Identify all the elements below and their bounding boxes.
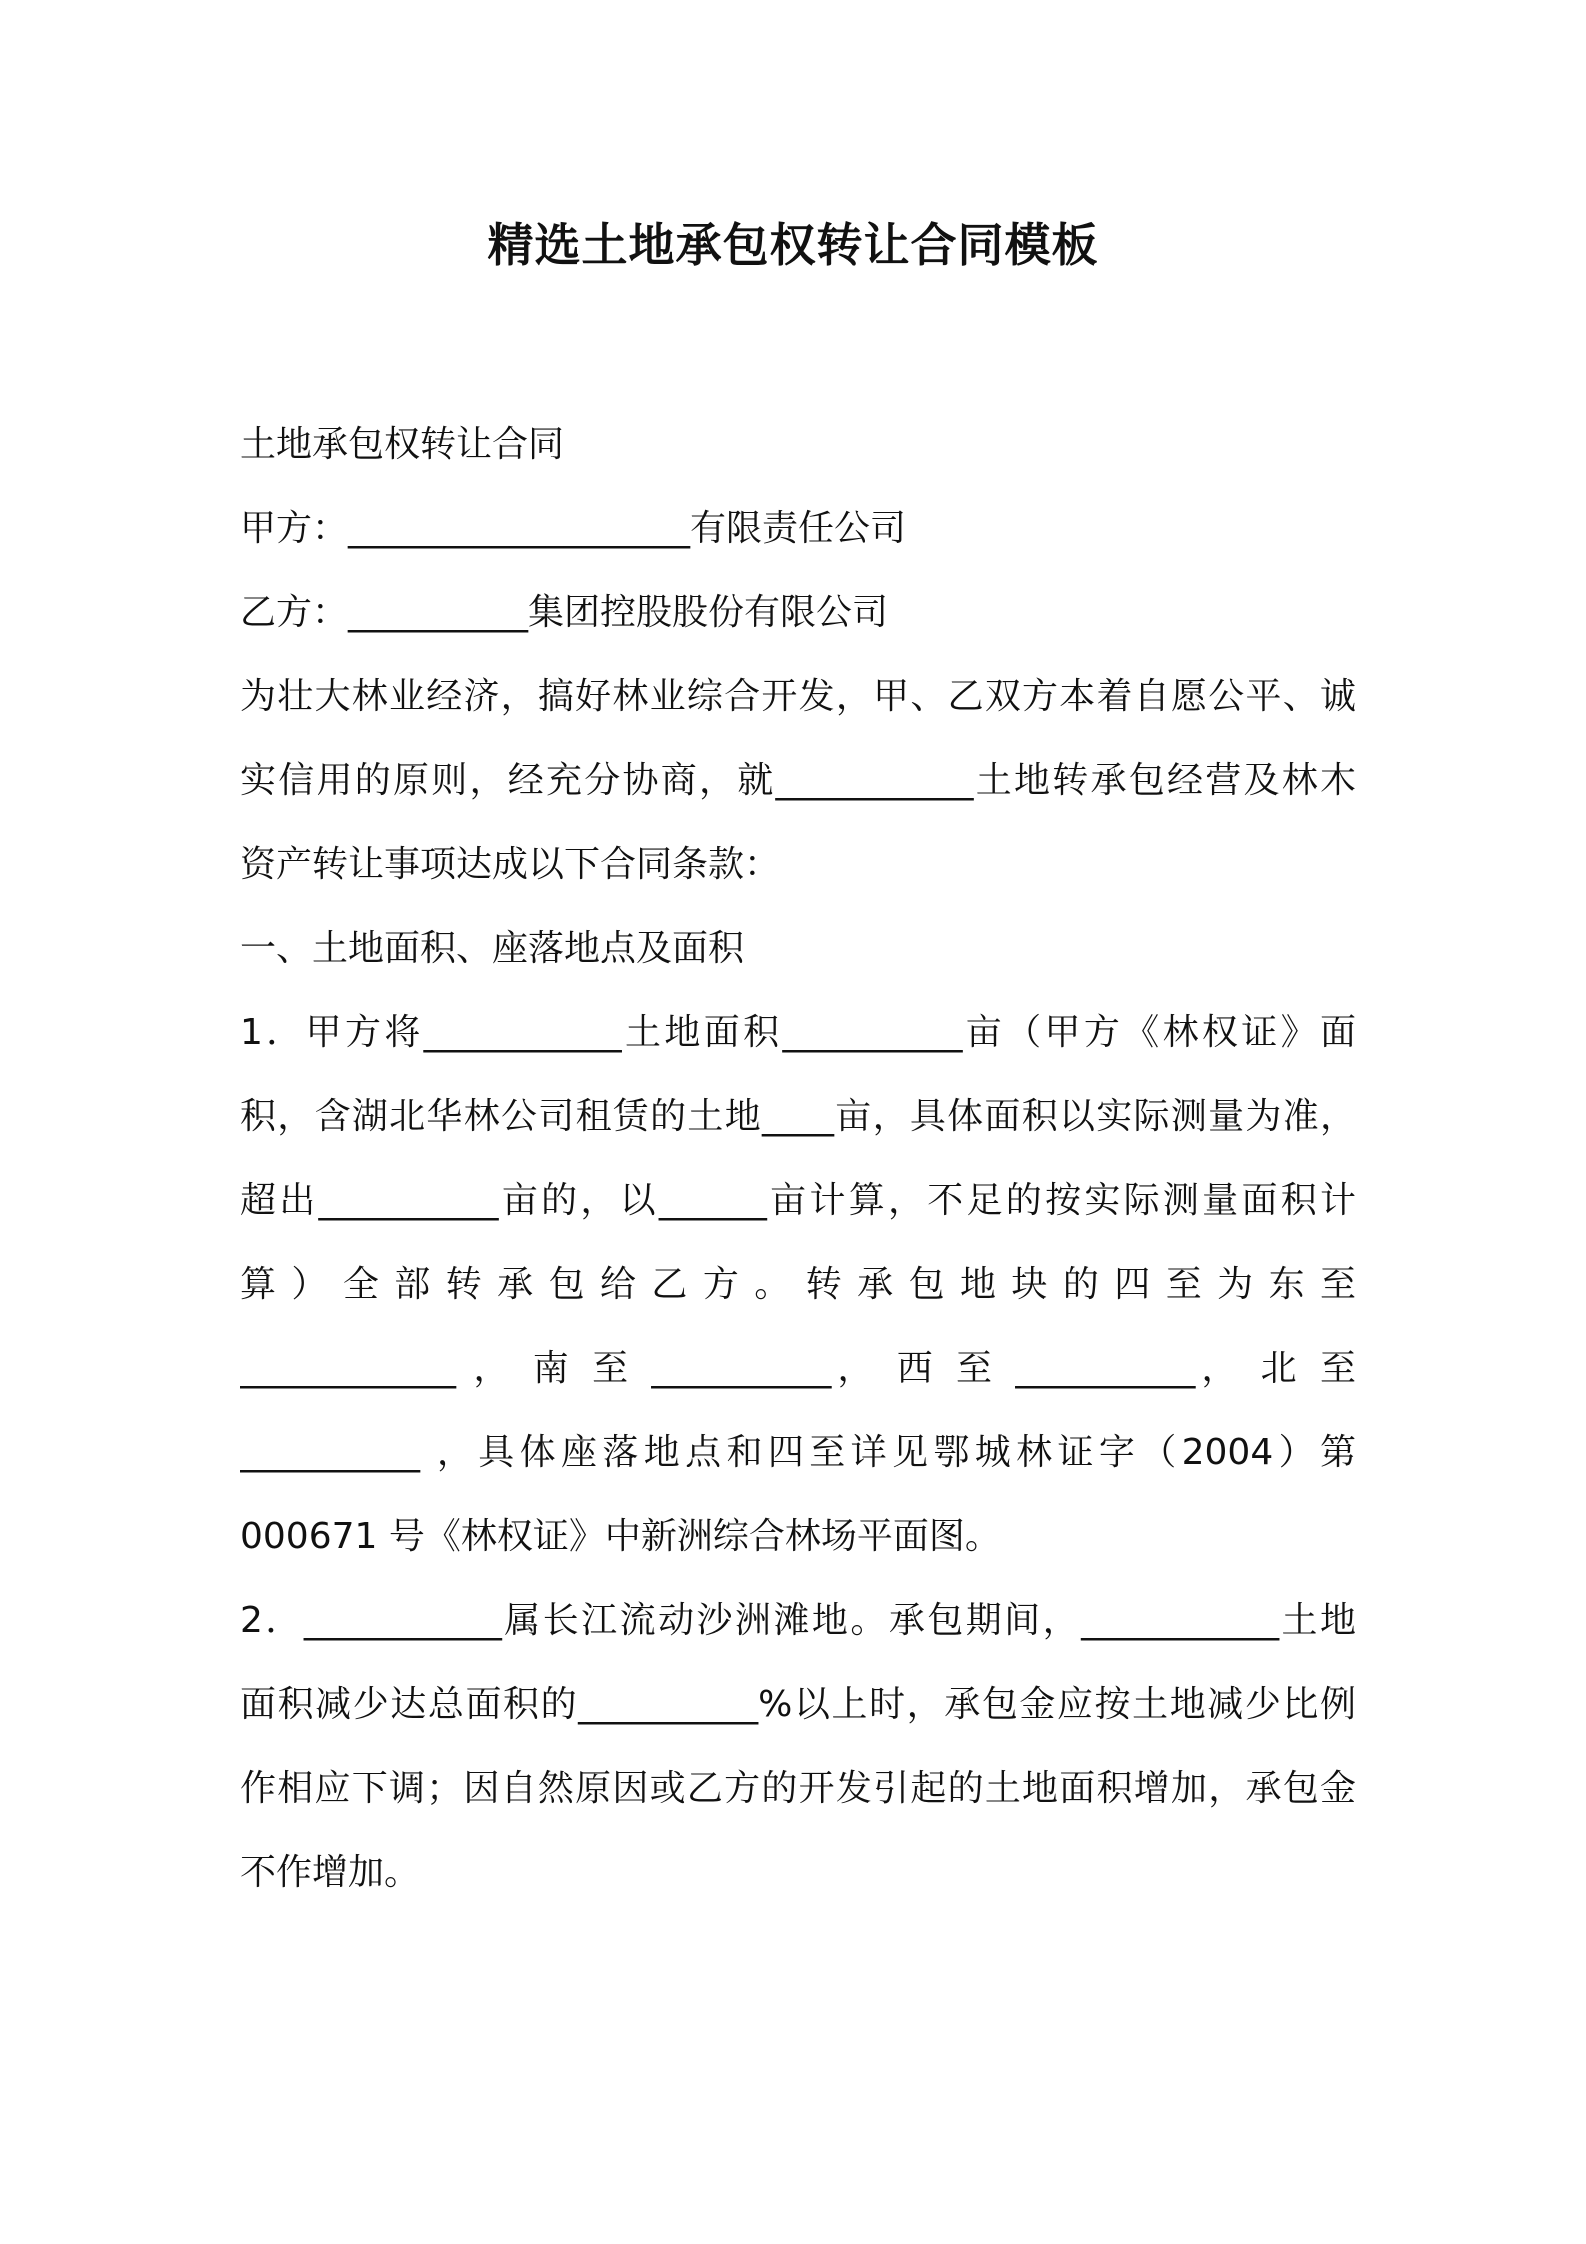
clause-1-line-3: 超出__________亩的，以______亩计算，不足的按实际测量面积计 (240, 1180, 1356, 1221)
party-b-line: 乙方：__________集团控股股份有限公司 (240, 592, 889, 633)
clause-1-line-7: 000671 号《林权证》中新洲综合林场平面图。 (240, 1516, 1001, 1557)
clause-1-line-2: 积，含湖北华林公司租赁的土地____亩，具体面积以实际测量为准， (240, 1096, 1356, 1137)
contract-heading: 土地承包权转让合同 (240, 424, 565, 465)
document-title: 精选土地承包权转让合同模板 (487, 218, 1099, 272)
preamble-line-1: 为壮大林业经济，搞好林业综合开发，甲、乙双方本着自愿公平、诚 (240, 676, 1356, 717)
clause-1-line-6: __________ ，具体座落地点和四至详见鄂城林证字（2004）第 (240, 1432, 1356, 1473)
document-body (240, 403, 1356, 1915)
clause-2-line-3: 作相应下调；因自然原因或乙方的开发引起的土地面积增加，承包金 (240, 1768, 1356, 1809)
clause-1-line-5: ____________ ， 南 至 __________， 西 至 __________， 北 至 (240, 1348, 1356, 1389)
clause-2-line-1: 2．___________属长江流动沙洲滩地。承包期间，___________土地 (240, 1600, 1356, 1641)
clause-1-line-4: 算 ） 全 部 转 承 包 给 乙 方 。 转 承 包 地 块 的 四 至 为 东 至 (240, 1264, 1356, 1305)
party-a-line: 甲方：___________________有限责任公司 (240, 508, 907, 549)
clause-1-line-1: 1．甲方将___________土地面积__________亩（甲方《林权证》面 (240, 1012, 1356, 1053)
preamble-line-2: 实信用的原则，经充分协商，就___________土地转承包经营及林木 (240, 760, 1356, 801)
clause-2-line-2: 面积减少达总面积的__________%以上时，承包金应按土地减少比例 (240, 1684, 1356, 1725)
preamble-line-3: 资产转让事项达成以下合同条款： (240, 844, 781, 885)
section-heading-1: 一、土地面积、座落地点及面积 (240, 928, 745, 969)
clause-2-line-4: 不作增加。 (240, 1852, 421, 1893)
